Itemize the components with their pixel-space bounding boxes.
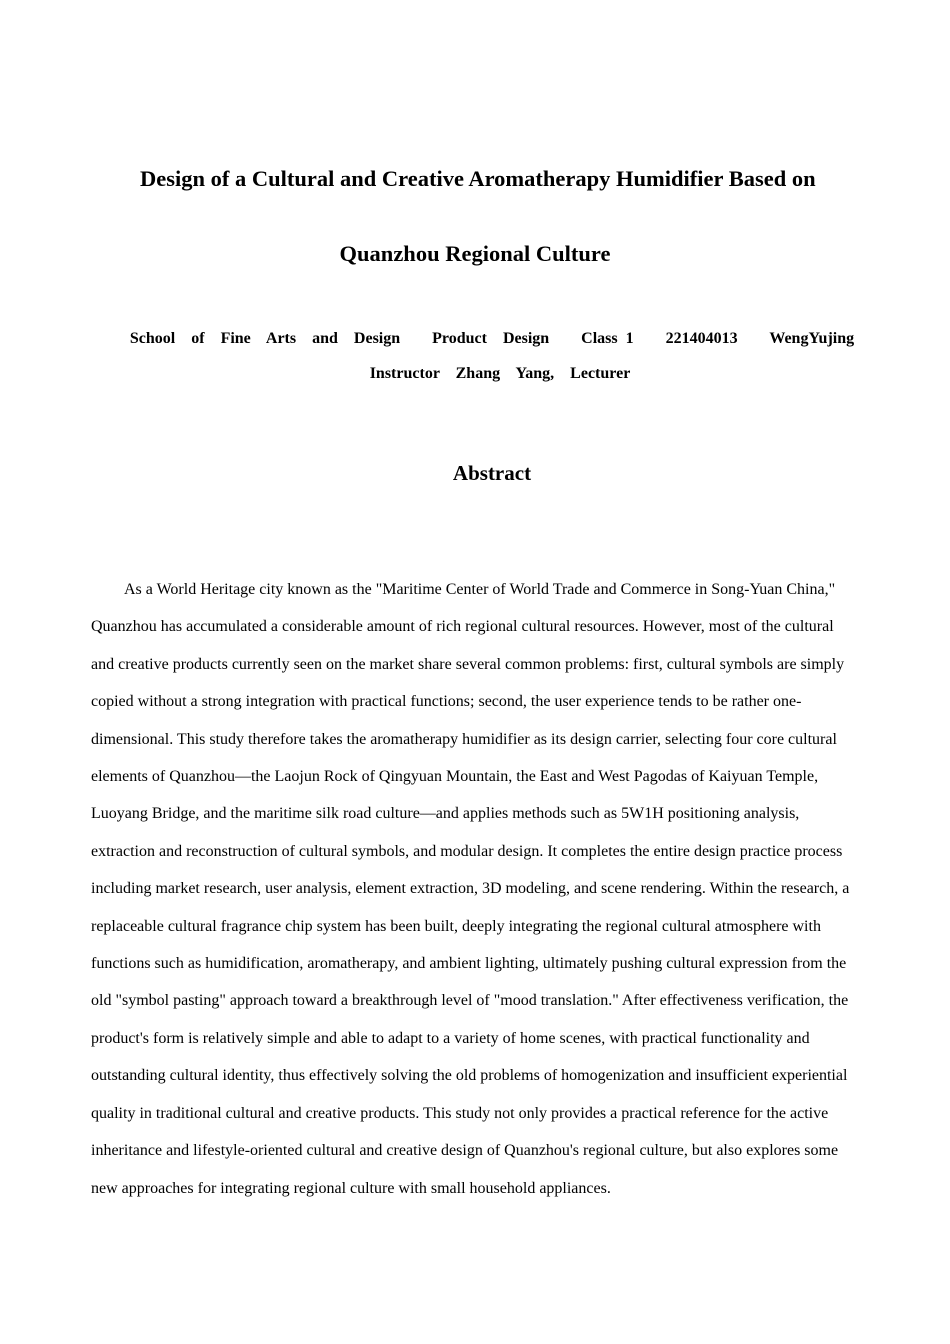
paper-title-line-2: Quanzhou Regional Culture bbox=[339, 241, 611, 266]
paper-title-line-1: Design of a Cultural and Creative Aromatherapy Humidifier Based on bbox=[140, 166, 816, 191]
abstract-heading: Abstract bbox=[452, 461, 532, 485]
abstract-paragraph: As a World Heritage city known as the "Maritime Center of World Trade and Commerce in Song-Yuan China," Quanzhou has accumulated a considerable amount of rich regional cultural resources. However, most of the cultural and creative products currently seen on the market share several common problems: first, cultural symbols are simply copied without a strong integration with practical functions; second, the user experience tends to be rather one-dimensional. This study therefore takes the aromatherapy humidifier as its design carrier, selecting four core cultural elements of Quanzhou—the Laojun Rock of Qingyuan Mountain, the East and West Pagodas of Kaiyuan Temple, Luoyang Bridge, and the maritime silk road culture—and applies methods such as 5W1H positioning analysis, extraction and reconstruction of cultural symbols, and modular design. It completes the entire design practice process including market research, user analysis, element extraction, 3D modeling, and scene rendering. Within the research, a replaceable cultural fragrance chip system has been built, deeply integrating the regional cultural atmosphere with functions such as humidification, aromatherapy, and ambient lighting, ultimately pushing cultural expression from the old "symbol pasting" approach toward a breakthrough level of "mood translation." After effectiveness verification, the product's form is relatively simple and able to adapt to a variety of home scenes, with practical functionality and outstanding cultural identity, thus effectively solving the old problems of homogenization and insufficient experiential quality in traditional cultural and creative products. This study not only provides a practical reference for the active inheritance and lifestyle-oriented cultural and creative design of Quanzhou's regional culture, but also explores some new approaches for integrating regional culture with small household appliances. bbox=[91, 581, 850, 1197]
instructor-line: Instructor Zhang Yang, Lecturer bbox=[369, 365, 631, 382]
author-affiliation-line: School of Fine Arts and Design Product Design Class 1 221404013 WengYujing bbox=[129, 330, 855, 347]
